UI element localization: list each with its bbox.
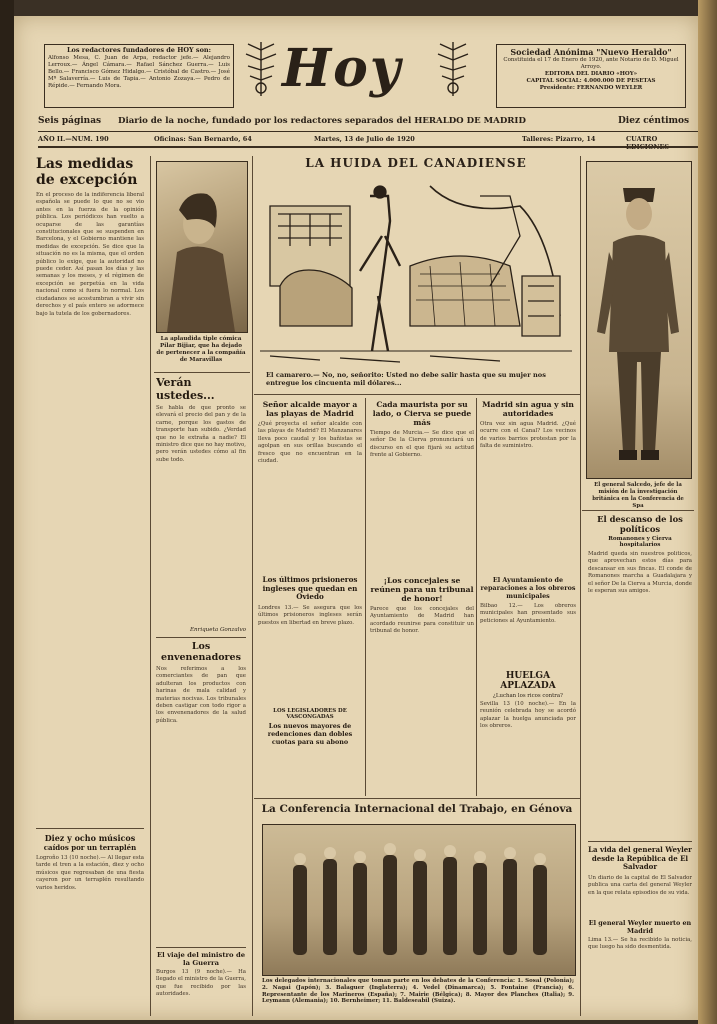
legisladores-label: LOS LEGISLADORES DE VASCONGADAS — [273, 707, 347, 720]
column-divider — [580, 156, 581, 1016]
masthead-logo: Hoy — [282, 38, 403, 99]
article-text-envenenadores: Nos referimos a los comerciantes de pan que adulteran los productos con harinas de mala calidad y materias nocivas. Los tribunales deben castigar con todo rigor a los envenenadores de la salud pública. — [156, 666, 246, 724]
article-text-obreros: Bilbao 12.— Los obreros municipales han presentado sus peticiones al Ayuntamiento. — [480, 603, 576, 624]
cartoon-caption: El camarero.— No, no, señorito: Usted no debe salir hasta que su mujer nos entregue los cincuenta mil dólares... — [266, 371, 546, 388]
middle-left-column — [156, 376, 246, 1016]
article-title-musicos: Diez y ocho músicos — [44, 833, 136, 843]
newspaper-page — [14, 16, 698, 1020]
company-title: Sociedad Anónima "Nuevo Heraldo" — [510, 47, 672, 57]
article-title-obreros: El Ayuntamiento de reparaciones a los obreros municipales — [480, 576, 576, 600]
article-text-playas: ¿Qué proyecta el señor alcalde con las playas de Madrid? El Manzanares lleva poco caudal y los bañistas se agolpan en sus orillas buscando el fresco que no encuentran en la ciudad. — [258, 421, 362, 465]
divider — [254, 394, 580, 395]
article-text-veran: Se habla de que pronto se elevará el precio del pan y de la carne, porque los gastos de transporte han subido. ¿Verdad que no le extraña a nadie? El ministro dice que no hay motivo, pero verán ustedes cómo al fin sube todo. — [156, 405, 246, 463]
article-title-maurista: Cada maurista por su lado, o Cierva se puede más — [372, 400, 472, 427]
article-text-concejales: Parece que los concejales del Ayuntamiento de Madrid han acordado reunirse para constituir un tribunal de honor. — [370, 606, 474, 635]
article-title-playas: Señor alcalde mayor a las playas de Madrid — [262, 400, 358, 418]
article-subtitle-musicos: caídos por un terraplén — [43, 843, 137, 852]
article-title-descanso: El descanso de los políticos — [597, 514, 683, 534]
page-edge-left — [0, 0, 14, 1024]
founders-box — [44, 44, 234, 108]
header-rule-top — [38, 131, 698, 132]
portrait-photo-general — [586, 161, 692, 479]
article-text-prisioneros: Londres 13.— Se asegura que los últimos prisioneros ingleses serán puestos en libertad en breve plazo. — [258, 604, 362, 626]
left-column — [36, 156, 144, 1016]
article-title-agua: Madrid sin agua y sin autoridades — [482, 400, 574, 418]
conference-photo — [262, 824, 576, 976]
article-title-veran: Verán ustedes... — [156, 376, 215, 402]
portrait-photo-pilar — [156, 161, 248, 333]
issue-date: Martes, 13 de Julio de 1920 — [314, 135, 415, 143]
company-box — [496, 44, 686, 108]
mid-article-prisioneros — [258, 576, 362, 796]
pages-count: Seis páginas — [38, 116, 102, 126]
article-title-prisioneros: Los últimos prisioneros ingleses que quedan en Oviedo — [262, 576, 358, 602]
article-title-weyler-muerto: El general Weyler muerto en Madrid — [588, 918, 692, 935]
article-text-agua: Otra vez sin agua Madrid. ¿Qué ocurre con el Canal? Los vecinos de varios barrios protestan por la falta de suministro. — [480, 421, 576, 450]
workshops: Talleres: Pizarro, 14 — [522, 135, 596, 143]
article-title-redenciones: Los nuevos mayores de redenciones dan dobles cuotas para su abono — [267, 721, 353, 746]
conference-title: La Conferencia Internacional del Trabajo, en Génova — [261, 803, 573, 815]
right-ornament-icon — [434, 40, 472, 98]
article-subtitle-huelga: ¿Luchan los ricos contra? — [493, 693, 563, 699]
article-text-maurista: Tiempo de Murcia.— Se dice que el señor De la Cierva pronunciará un discurso en el que fijará su actitud frente al Gobierno. — [370, 430, 474, 459]
article-text-weyler: Un diario de la capital de El Salvador publica una carta del general Weyler en la que relata episodios de su vida. — [588, 874, 692, 896]
founders-text: Alfonso Mesa, C. Juan de Arpa, redactor jefe.— Alejandro Lerroux.— Ángel Cámara.— Rafael Sánchez Guerra.— Luis Bello.— Francisco Gómez Hidalgo.— Cristóbal de Castro.— José Mª Salaverría.— Luis de Tapia.— Antonio Zozaya.— Pedro de Répide.— Fernando Mora. — [48, 55, 230, 89]
founders-title: Los redactores fundadores de HOY son: — [66, 46, 212, 54]
article-subtitle-descanso: Romanones y Cierva hospitalarios — [608, 536, 672, 548]
header-rule-bottom — [38, 146, 698, 148]
column-divider — [150, 156, 151, 1016]
offices: Oficinas: San Bernardo, 64 — [154, 135, 252, 143]
left-ornament-icon — [242, 40, 280, 98]
article-text-descanso: Madrid queda sin nuestros políticos, que aprovechan estos días para descansar en sus fincas. El conde de Romanones marcha a Guadalajara y el señor De la Cierva a Murcia, donde le esperan sus amigos. — [588, 551, 692, 595]
company-text-2: EDITORA DEL DIARIO «HOY» — [544, 71, 638, 77]
mid-article-maurista — [370, 400, 474, 570]
edition-count: CUATRO EDICIONES — [626, 135, 670, 151]
article-title-viaje: El viaje del ministro de la Guerra — [156, 951, 246, 967]
divider — [154, 372, 250, 373]
article-title-huelga: HUELGA APLAZADA — [500, 671, 556, 691]
tagline: Diario de la noche, fundado por los redactores separados del HERALDO DE MADRID — [118, 116, 526, 126]
article-text-weyler-muerto: Lima 13.— Se ha recibido la noticia, que luego ha sido desmentida. — [588, 936, 692, 951]
column-divider — [476, 398, 477, 796]
article-text-musicos: Logroño 13 (10 noche).— Al llegar esta tarde el tren a la estación, diez y ocho músicos que regresaban de una fiesta cayeron por un terraplén resultando varios heridos. — [36, 855, 144, 891]
article-text-huelga: Sevilla 13 (10 noche).— En la reunión celebrada hoy se acordó aplazar la huelga anunciada por los obreros. — [480, 701, 576, 730]
article-text-medidas: En el proceso de la indiferencia liberal española se puede lo que no se vio antes en la fuerza de la opinión pública. Los periódicos han vuelto a ocuparse de las garantías constitucionales que se suspenden en Barcelona, y el Gobierno mantiene las medidas de excepción. Se dice que la situación no es la misma, que el orden público lo exige, que la autoridad no puede ceder. Así pasan los días y las semanas y los meses, y el régimen de excepción se perpetúa en la vida nacional como si fuera lo normal. Los ciudadanos se acostumbran a vivir sin derechos y el país entero se adormece bajo la tutela de los gobernadores. — [36, 192, 144, 317]
cartoon-title: LA HUIDA DEL CANADIENSE — [305, 156, 527, 170]
article-title-weyler: La vida del general Weyler desde la República de El Salvador — [588, 845, 692, 872]
cartoon-drawing — [260, 176, 572, 366]
article-text-viaje: Burgos 13 (9 noche).— Ha llegado el ministro de la Guerra, que fue recibido por las autoridades. — [156, 969, 246, 998]
photo-caption-pilar: La aplaudida tiple cómica Pilar Bijiar, que ha dejado de pertenecer a la compañía de Maravillas — [156, 336, 246, 363]
article-title-concejales: ¡Los concejales se reúnen para un tribunal de honor! — [370, 576, 474, 603]
article-title-envenenadores: Los envenenadores — [161, 641, 241, 663]
photo-caption-general: El general Salcedo, jefe de la misión de la investigación británica en la Conferencia de Spa — [592, 482, 684, 509]
mid-article-obreros — [480, 576, 576, 796]
mid-article-playas — [258, 400, 362, 570]
signature: Enriqueta Gonzalvo — [189, 627, 246, 633]
company-text-4: Presidente: FERNANDO WEYLER — [539, 85, 643, 91]
mid-article-concejales — [370, 576, 474, 796]
page-edge-right — [698, 0, 717, 1024]
column-divider — [365, 398, 366, 796]
right-column — [588, 514, 692, 1014]
article-title-medidas: Las medidas de excepción — [36, 156, 138, 188]
divider — [254, 798, 580, 799]
divider — [582, 510, 694, 511]
company-text-3: CAPITAL SOCIAL: 4.000.000 DE PESETAS — [526, 78, 656, 84]
company-text-1: Constituida el 17 de Enero de 1920, ante Notario de D. Miguel Arroyo. — [503, 57, 679, 70]
issue-number: AÑO II.—NUM. 190 — [38, 135, 109, 143]
column-divider — [252, 156, 253, 1016]
price: Diez céntimos — [618, 116, 690, 126]
mid-article-agua — [480, 400, 576, 570]
conference-caption: Los delegados internacionales que toman parte en los debates de la Conferencia: 1. Sosal (Polonia); 2. Nagai (Japón); 3. Balaguer (Inglaterra); 4. Vedel (Dinamarca); 5. Fontaine (Francia); 6. Representante de los Marineros (España); 7. Mairie (Bélgica); 8. Mayor des Planches (Italia); 9. Leymann (Alemania); 10. Bernheimer; 11. Baldeseabil (Suiza). — [262, 978, 574, 1005]
